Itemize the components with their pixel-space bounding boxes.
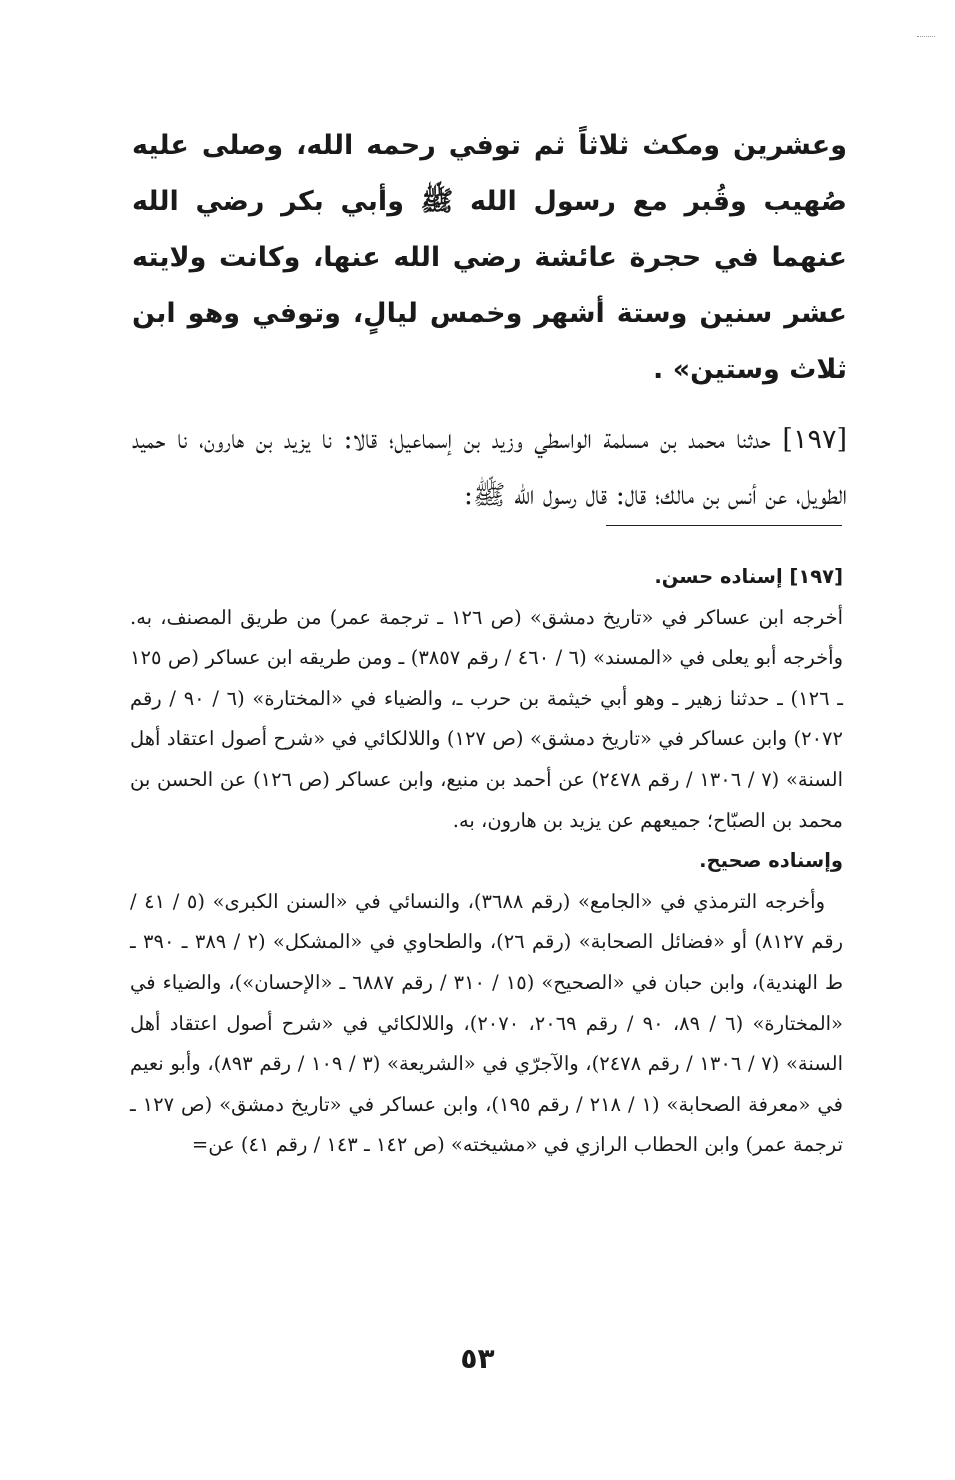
- footnote-paragraph-2: وأخرجه الترمذي في «الجامع» (رقم ٣٦٨٨)، والنسائي في «السنن الكبرى» (٥ / ٤١ / رقم ٨١٢٧) أو «فضائل الصحابة» (رقم ٢٦)، والطحاوي في «المشكل» (٢ / ٣٨٩ ـ ٣٩٠ ـ ط الهندية)، وابن حبان في «الصحيح» (١٥ / ٣١٠ / رقم ٦٨٨٧ ـ «الإحسان»)، والضياء في «المختارة» (٦ / ٨٩، ٩٠ / رقم ٢٠٦٩، ٢٠٧٠)، واللالكائي في «شرح أصول اعتقاد أهل السنة» (٧ / ١٣٠٦ / رقم ٢٤٧٨)، والآجرّي في «الشريعة» (٣ / ١٠٩ / رقم ٨٩٣)، وأبو نعيم في «معرفة الصحابة» (١ / ٢١٨ / رقم ١٩٥)، وابن عساكر في «تاريخ دمشق» (ص ١٢٧ ـ ترجمة عمر) وابن الحطاب الرازي في «مشيخته» (ص ١٤٢ ـ ١٤٣ / رقم ٤١) عن=: [130, 889, 844, 1157]
- footnotes: [130, 557, 843, 1166]
- footnote-divider: [606, 525, 842, 526]
- footnote-paragraph-1: أخرجه ابن عساكر في «تاريخ دمشق» (ص ١٢٦ ـ ترجمة عمر) من طريق المصنف، به. وأخرجه أبو يعلى في «المسند» (٦ / ٤٦٠ / رقم ٣٨٥٧) ـ ومن طريقه ابن عساكر (ص ١٢٥ ـ ١٢٦) ـ حدثنا زهير ـ وهو أبي خيثمة بن حرب ـ، والضياء في «المختارة» (٦ / ٩٠ / رقم ٢٠٧٢) وابن عساكر في «تاريخ دمشق» (ص ١٢٧) واللالكائي في «شرح أصول اعتقاد أهل السنة» (٧ / ١٣٠٦ / رقم ٢٤٧٨) عن أحمد بن منيع، وابن عساكر (ص ١٢٦) عن الحسن بن محمد بن الصبّاح؛ جميعهم عن يزيد بن هارون، به.: [130, 605, 844, 832]
- footnote-heading: [١٩٧] إسناده حسن.: [654, 565, 843, 588]
- bio-paragraph: وعشرين ومكث ثلاثاً ثم توفي رحمه الله، وصلى عليه صُهيب وقُبر مع رسول الله ﷺ وأبي بكر رضي الله عنهما في حجرة عائشة رضي الله عنها، وكانت ولايته عشر سنين وستة أشهر وخمس ليالٍ، وتوفي وهو ابن ثلاث وستين» .: [132, 130, 847, 385]
- scan-mark: [917, 36, 935, 39]
- page-number: ٥٣: [460, 1342, 495, 1375]
- hadith-paragraph: [١٩٧] حدثنا محمد بن مسلمة الواسطي وزيد بن إسماعيل؛ قالا: نا يزيد بن هارون، نا حميد الطويل، عن أنس بن مالك؛ قال: قال رسول الله ﷺ:: [132, 424, 847, 511]
- main-text: [132, 118, 847, 524]
- footnote-subheading: وإسناده صحيح.: [699, 849, 843, 873]
